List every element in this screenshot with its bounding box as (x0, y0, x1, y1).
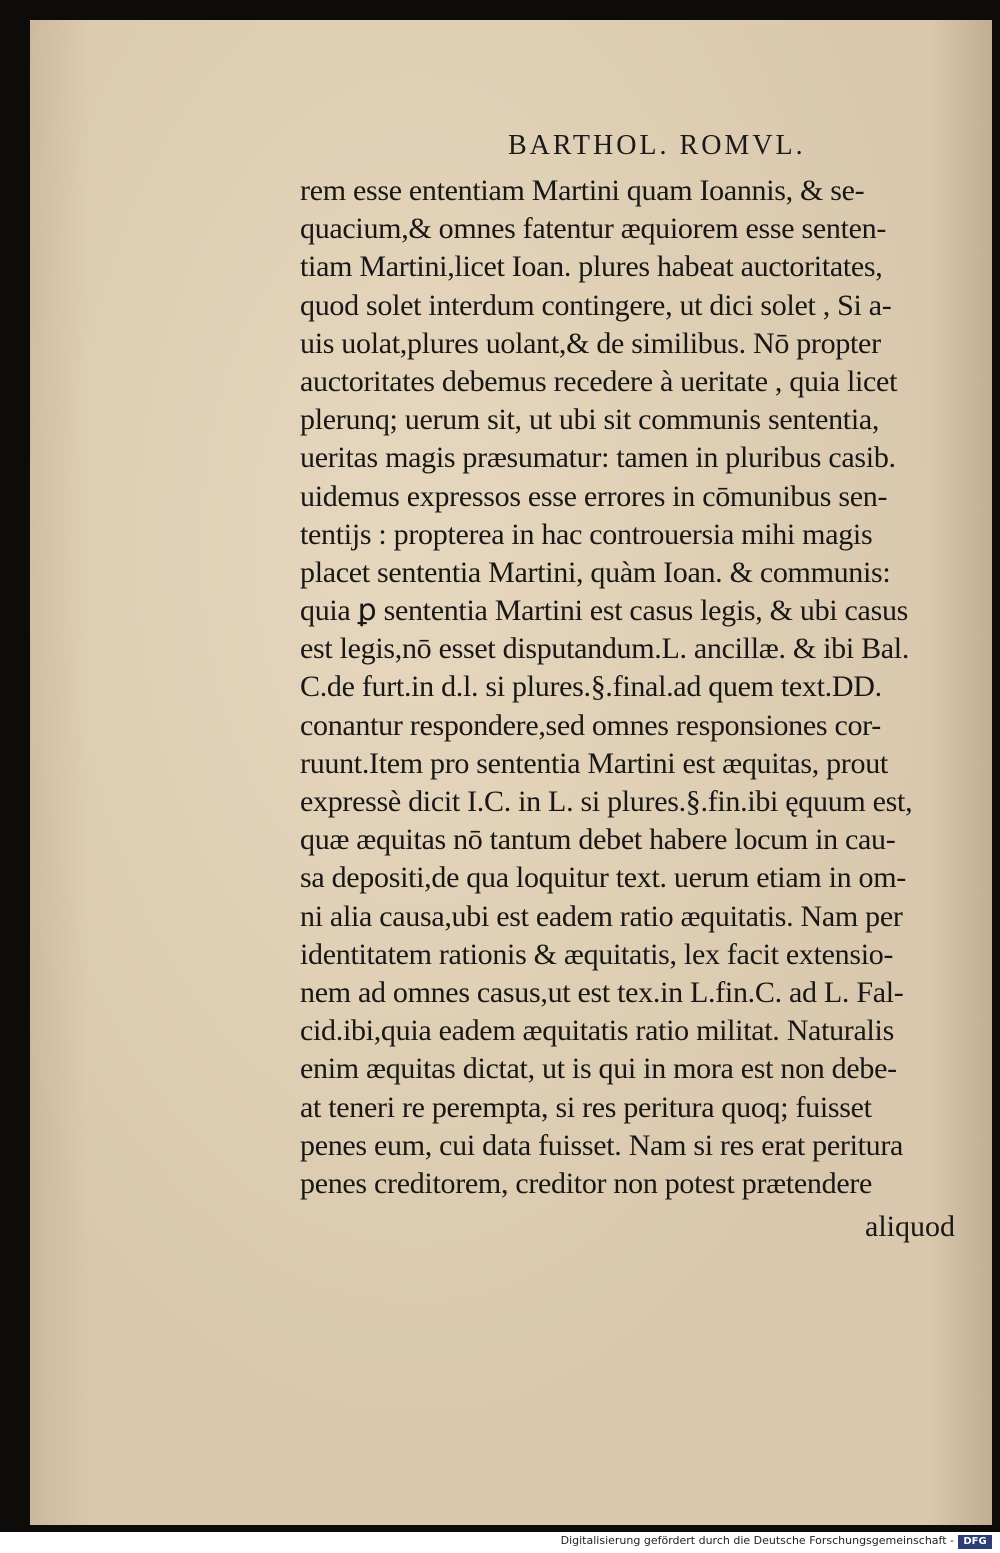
text-line: rem esse ententiam Martini quam Ioannis, & se- (300, 174, 865, 207)
text-line: penes creditorem, creditor non potest prætendere (300, 1166, 873, 1200)
text-line: enim æquitas dictat, ut is qui in mora est non debe- (300, 1052, 897, 1086)
text-line: tentijs : propterea in hac controuersia mihi magis (300, 517, 873, 551)
text-line: tiam Martini,licet Ioan. plures habeat auctoritates, (300, 250, 883, 284)
text-line: sa depositi,de qua loquitur text. uerum etiam in om- (300, 861, 906, 895)
running-header: BARTHOL. ROMVL. (508, 130, 806, 161)
text-line: uidemus expressos esse errores in cōmunibus sen- (300, 479, 888, 513)
text-line: conantur respondere,sed omnes responsiones cor- (300, 708, 881, 742)
dfg-logo-icon: DFG (958, 1535, 992, 1549)
text-line: C.de furt.in d.l. si plures.§.final.ad quem text.DD. (300, 670, 882, 704)
body-text (300, 172, 1000, 1203)
text-line: quacium,& omnes fatentur æquiorem esse senten- (300, 212, 887, 246)
text-line: placet sententia Martini, quàm Ioan. & communis: (300, 555, 891, 589)
digitization-footer (0, 1532, 1000, 1553)
scanned-page (30, 20, 992, 1525)
text-line: est legis,nō esset disputandum.L. ancillæ. & ibi Bal. (300, 632, 910, 666)
text-line: plerunq; uerum sit, ut ubi sit communis sententia, (300, 403, 880, 437)
footer-credit: Digitalisierung gefördert durch die Deutsche Forschungsgemeinschaft - (560, 1534, 954, 1547)
text-line: quæ æquitas nō tantum debet habere locum in cau- (300, 823, 896, 857)
catchword: aliquod (865, 1210, 955, 1243)
text-line: quod solet interdum contingere, ut dici solet , Si a- (300, 288, 892, 322)
text-line: identitatem rationis & æquitatis, lex facit extensio- (300, 937, 894, 971)
text-line: at teneri re perempta, si res peritura quoq; fuisset (300, 1090, 872, 1124)
text-line: ruunt.Item pro sententia Martini est æquitas, prout (300, 746, 888, 780)
text-line: expressè dicit I.C. in L. si plures.§.fin.ibi ęquum est, (300, 785, 913, 818)
text-line: quia ꝑ sententia Martini est casus legis, & ubi casus (300, 594, 909, 628)
text-line: ni alia causa,ubi est eadem ratio æquitatis. Nam per (300, 899, 903, 933)
text-line: uis uolat,plures uolant,& de similibus. Nō propter (300, 326, 881, 360)
text-line: ueritas magis præsumatur: tamen in pluribus casib. (300, 441, 896, 475)
text-line: auctoritates debemus recedere à ueritate , quia licet (300, 364, 898, 398)
text-line: nem ad omnes casus,ut est tex.in L.fin.C. ad L. Fal- (300, 975, 904, 1009)
text-line: penes eum, cui data fuisset. Nam si res erat peritura (300, 1128, 904, 1162)
text-line: cid.ibi,quia eadem æquitatis ratio militat. Naturalis (300, 1014, 894, 1048)
